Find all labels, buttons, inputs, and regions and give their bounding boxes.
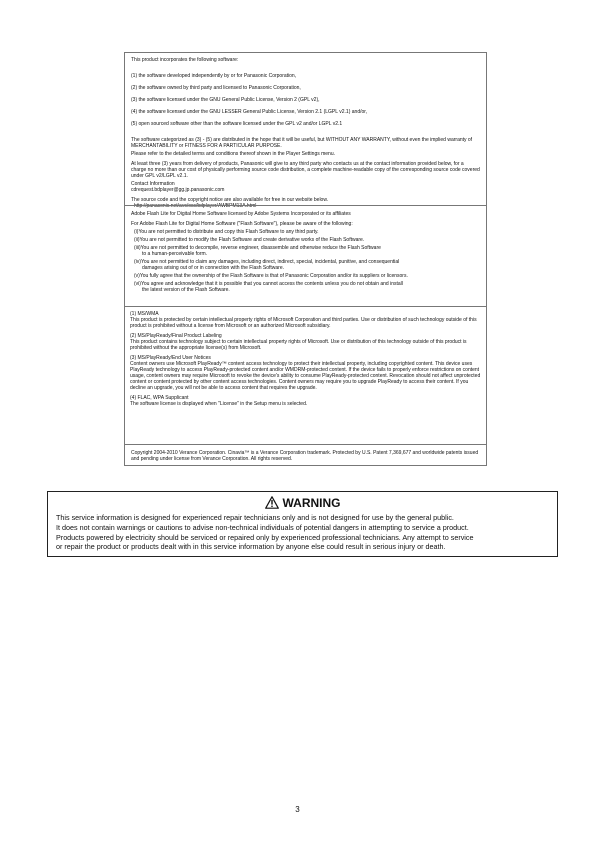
warning-line: This service information is designed for experienced repair technicians only and is not designed for use by the general public.	[56, 513, 454, 522]
adobe-notice-section	[125, 205, 486, 293]
adobe-item-continuation: to a human-perceivable form.	[142, 251, 208, 257]
warning-line: Products powered by electricity should be serviced or repaired only by experienced professional technicians. Any attempt to service	[56, 532, 474, 542]
software-list-item: (5) open sourced software other than the software licensed under the GPL v2 and/or LGPL v2.1	[131, 121, 343, 127]
adobe-item	[131, 259, 480, 271]
warning-triangle-icon	[265, 496, 279, 512]
license-notice-box	[124, 52, 487, 466]
flac-text: The software license is displayed when "License" in the Setup menu is selected.	[130, 401, 308, 407]
wma-heading: (1) MS/WMA	[130, 311, 159, 317]
warranty-disclaimer: The software categorized as (3) - (5) are distributed in the hope that it will be useful, but WITHOUT ANY WARRANTY, without even the implied warranty of MERCHANTABILITY or FITNESS FOR A PARTICULAR PURPOSE.	[131, 137, 473, 149]
adobe-item	[131, 273, 480, 279]
adobe-item	[131, 237, 480, 243]
page-number: 3	[295, 805, 300, 814]
adobe-item	[131, 245, 480, 257]
adobe-item-text: (ii)You are not permitted to modify the Flash Software and create derivative works of the Flash Software.	[134, 237, 365, 243]
software-intro: This product incorporates the following software:	[131, 57, 239, 63]
microsoft-notice-section	[125, 306, 486, 407]
adobe-intro: For Adobe Flash Lite for Digital Home Software ("Flash Software"), please be aware of the following:	[131, 221, 353, 227]
end-user-notices-text: Content owners use Microsoft PlayReady™ content access technology to protect their intellectual property, including copyrighted content. This device uses PlayReady technology to access PlayReady-protected content and/or WMDRM-protected content. If the device fails to properly enforce restrictions on content usage, content owners may require Microsoft to revoke the device's ability to consume PlayReady-protected content. Revocation should not affect unprotected content or content protected by other content access technologies. Content owners may require you to upgrade PlayReady to access their content. If you decline an upgrade, you will not be able to access content that requires the upgrade.	[130, 361, 481, 391]
end-user-notices-heading: (3) MS/PlayReady/End User Notices	[130, 355, 211, 361]
adobe-item-text: (iii)You are not permitted to decompile, reverse engineer, disassemble and otherwise reduce the Flash Software	[134, 245, 381, 251]
website-note: The source code and the copyright notice are also available for free in our website below.	[131, 197, 329, 203]
contact-label: Contact Information	[131, 181, 175, 187]
warning-box	[47, 491, 558, 557]
adobe-item-continuation: damages arising out of or in connection with the Flash Software.	[142, 265, 285, 271]
warning-title	[48, 496, 557, 512]
adobe-heading: Adobe Flash Lite for Digital Home Software licensed by Adobe Systems Incorporated or its affiliates	[131, 211, 351, 217]
software-list-item: (3) the software licensed under the GNU General Public License, Version 2 (GPL v2),	[131, 97, 320, 103]
refer-note: Please refer to the detailed terms and conditions thereof shown in the Player Settings menu.	[131, 151, 336, 157]
website-url: http://panasonic.net/avc/oss/bdplayer/AWBPM13A.html	[134, 203, 257, 209]
adobe-item	[131, 281, 480, 293]
software-list-item: (1) the software developed independently by or for Panasonic Corporation,	[131, 73, 297, 79]
warning-line: or repair the product or products dealt with in this service information by anyone else could result in serious injury or death.	[56, 542, 446, 552]
verance-copyright: Copyright 2004-2010 Verance Corporation. Cinavia™ is a Verance Corporation trademark. Protected by U.S. Patent 7,369,677 and worldwide patents issued and pending under license from Verance Corporation. All rights reserved.	[131, 450, 479, 462]
product-labeling-heading: (2) MS/PlayReady/Final Product Labeling	[130, 333, 222, 339]
product-labeling-text: This product contains technology subject to certain intellectual property rights of Microsoft. Use or distribution of this technology outside of this product is prohibited without the appropriate license(s) from Microsoft.	[130, 339, 467, 351]
verance-notice-section	[125, 444, 486, 462]
adobe-item-text: (i)You are not permitted to distribute and copy this Flash Software to any third party.	[134, 229, 319, 235]
flac-heading: (4) FLAC, WPA Supplicant	[130, 395, 189, 401]
source-offer: At least three (3) years from delivery of products, Panasonic will give to any third party who contacts us at the contact information provided below, for a charge no more than our cost of physically performing source code distribution, a complete machine-readable copy of the corresponding source code covered under GPL v2/LGPL v2.1.	[131, 161, 480, 179]
software-list-item: (4) the software licensed under the GNU LESSER General Public License, Version 2.1 (LGPL v2.1) and/or,	[131, 109, 368, 115]
warning-line: It does not contain warnings or cautions to advise non-technical individuals of potential dangers in attempting to service a product.	[56, 522, 469, 532]
software-list-item: (2) the software owned by third party and licensed to Panasonic Corporation,	[131, 85, 301, 91]
software-notice-section	[125, 57, 486, 209]
warning-title-text: WARNING	[282, 496, 341, 510]
software-list	[131, 67, 480, 133]
adobe-item-text: (vi)You agree and acknowledge that it is possible that you cannot access the contents unless you do not obtain and install	[134, 281, 403, 287]
adobe-item-text: (v)You fully agree that the ownership of the Flash Software is that of Panasonic Corporation and/or its suppliers or licensors.	[134, 273, 408, 279]
warning-body	[56, 513, 551, 552]
adobe-item-continuation: the latest version of the Flash Software.	[142, 287, 230, 293]
contact-email: cdrequest.bdplayer@gg.jp.panasonic.com	[131, 187, 225, 193]
adobe-item-text: (iv)You are not permitted to claim any damages, including direct, indirect, special, incidental, punitive, and consequential	[134, 259, 400, 265]
wma-text: This product is protected by certain intellectual property rights of Microsoft Corporation and third parties. Use or distribution of such technology outside of this product is prohibited without a license from Microsoft or an authorized Microsoft subsidiary.	[130, 317, 477, 329]
adobe-item	[131, 229, 480, 235]
